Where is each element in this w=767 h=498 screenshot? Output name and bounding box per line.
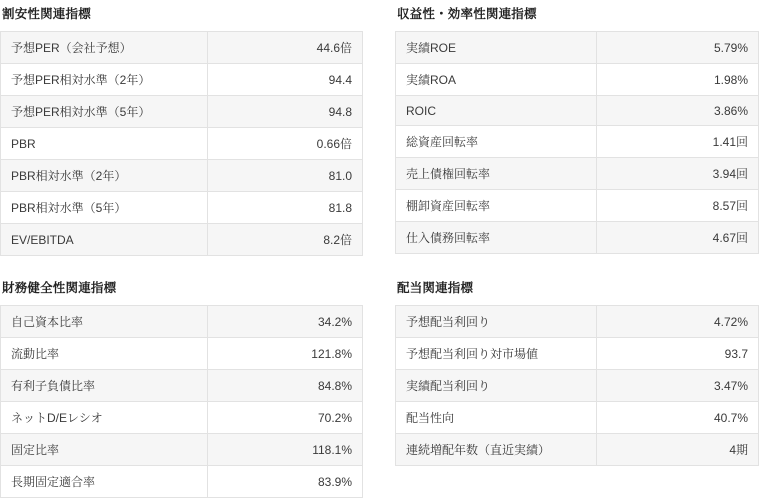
- metric-value: 4期: [597, 434, 759, 466]
- metrics-grid: [0, 4, 767, 498]
- metric-label: 自己資本比率: [1, 306, 208, 338]
- metric-label: ネットD/Eレシオ: [1, 402, 208, 434]
- metric-value: 3.47%: [597, 370, 759, 402]
- metric-value: 118.1%: [207, 434, 362, 466]
- metric-label: 有利子負債比率: [1, 370, 208, 402]
- panel-title-dividend: 配当関連指標: [397, 281, 474, 295]
- table-dividend-metrics: [395, 305, 759, 466]
- table-row: [396, 402, 759, 434]
- metric-label: PBR: [1, 128, 208, 160]
- table-row: [396, 32, 759, 64]
- metric-value: 3.94回: [597, 158, 759, 190]
- metric-label: 実績配当利回り: [396, 370, 597, 402]
- panel-financial-soundness-metrics: [0, 278, 383, 498]
- table-row: [1, 402, 363, 434]
- metric-label: 仕入債務回転率: [396, 222, 597, 254]
- metric-value: 84.8%: [207, 370, 362, 402]
- table-row: [1, 128, 363, 160]
- panel-profitability-metrics: [383, 4, 767, 256]
- table-valuation-metrics: [0, 31, 363, 256]
- metric-label: 実績ROE: [396, 32, 597, 64]
- metric-label: 総資産回転率: [396, 126, 597, 158]
- metric-value: 94.8: [207, 96, 362, 128]
- metric-value: 1.41回: [597, 126, 759, 158]
- table-financial-soundness-metrics: [0, 305, 363, 498]
- metric-value: 81.8: [207, 192, 362, 224]
- table-row: [1, 160, 363, 192]
- metric-label: 固定比率: [1, 434, 208, 466]
- metric-label: 長期固定適合率: [1, 466, 208, 498]
- table-row: [396, 126, 759, 158]
- table-row: [1, 370, 363, 402]
- metric-value: 40.7%: [597, 402, 759, 434]
- metric-value: 81.0: [207, 160, 362, 192]
- table-row: [396, 434, 759, 466]
- metric-value: 0.66倍: [207, 128, 362, 160]
- metric-label: 予想PER相対水準（5年）: [1, 96, 208, 128]
- metric-label: PBR相対水準（5年）: [1, 192, 208, 224]
- metric-value: 93.7: [597, 338, 759, 370]
- table-row: [1, 338, 363, 370]
- panel-title-valuation: 割安性関連指標: [2, 7, 91, 21]
- metric-label: 予想配当利回り: [396, 306, 597, 338]
- metric-label: EV/EBITDA: [1, 224, 208, 256]
- metric-label: 棚卸資産回転率: [396, 190, 597, 222]
- metric-value: 8.2倍: [207, 224, 362, 256]
- metric-value: 83.9%: [207, 466, 362, 498]
- table-row: [1, 64, 363, 96]
- metric-value: 1.98%: [597, 64, 759, 96]
- metric-label: 配当性向: [396, 402, 597, 434]
- table-row: [396, 158, 759, 190]
- metric-value: 34.2%: [207, 306, 362, 338]
- metric-label: ROIC: [396, 96, 597, 126]
- metric-value: 44.6倍: [207, 32, 362, 64]
- metric-label: 実績ROA: [396, 64, 597, 96]
- metric-label: 流動比率: [1, 338, 208, 370]
- table-row: [396, 306, 759, 338]
- metric-label: 予想配当利回り対市場値: [396, 338, 597, 370]
- metric-value: 5.79%: [597, 32, 759, 64]
- table-row: [1, 96, 363, 128]
- table-row: [396, 190, 759, 222]
- metric-value: 4.67回: [597, 222, 759, 254]
- metric-label: 予想PER（会社予想）: [1, 32, 208, 64]
- table-profitability-metrics: [395, 31, 759, 254]
- metric-value: 3.86%: [597, 96, 759, 126]
- metric-value: 8.57回: [597, 190, 759, 222]
- table-row: [1, 306, 363, 338]
- metric-label: 売上債権回転率: [396, 158, 597, 190]
- table-row: [396, 96, 759, 126]
- metric-value: 121.8%: [207, 338, 362, 370]
- panel-title-profitability: 収益性・効率性関連指標: [397, 7, 537, 21]
- metric-label: PBR相対水準（2年）: [1, 160, 208, 192]
- table-row: [1, 224, 363, 256]
- table-row: [1, 434, 363, 466]
- metric-value: 4.72%: [597, 306, 759, 338]
- panel-title-financial-soundness: 財務健全性関連指標: [2, 281, 117, 295]
- table-row: [396, 338, 759, 370]
- table-row: [1, 466, 363, 498]
- panel-dividend-metrics: [383, 278, 767, 498]
- metric-label: 予想PER相対水準（2年）: [1, 64, 208, 96]
- panel-valuation-metrics: [0, 4, 383, 256]
- metric-label: 連続増配年数（直近実績）: [396, 434, 597, 466]
- table-row: [1, 32, 363, 64]
- metric-value: 70.2%: [207, 402, 362, 434]
- table-row: [396, 370, 759, 402]
- table-row: [396, 222, 759, 254]
- table-row: [396, 64, 759, 96]
- table-row: [1, 192, 363, 224]
- metric-value: 94.4: [207, 64, 362, 96]
